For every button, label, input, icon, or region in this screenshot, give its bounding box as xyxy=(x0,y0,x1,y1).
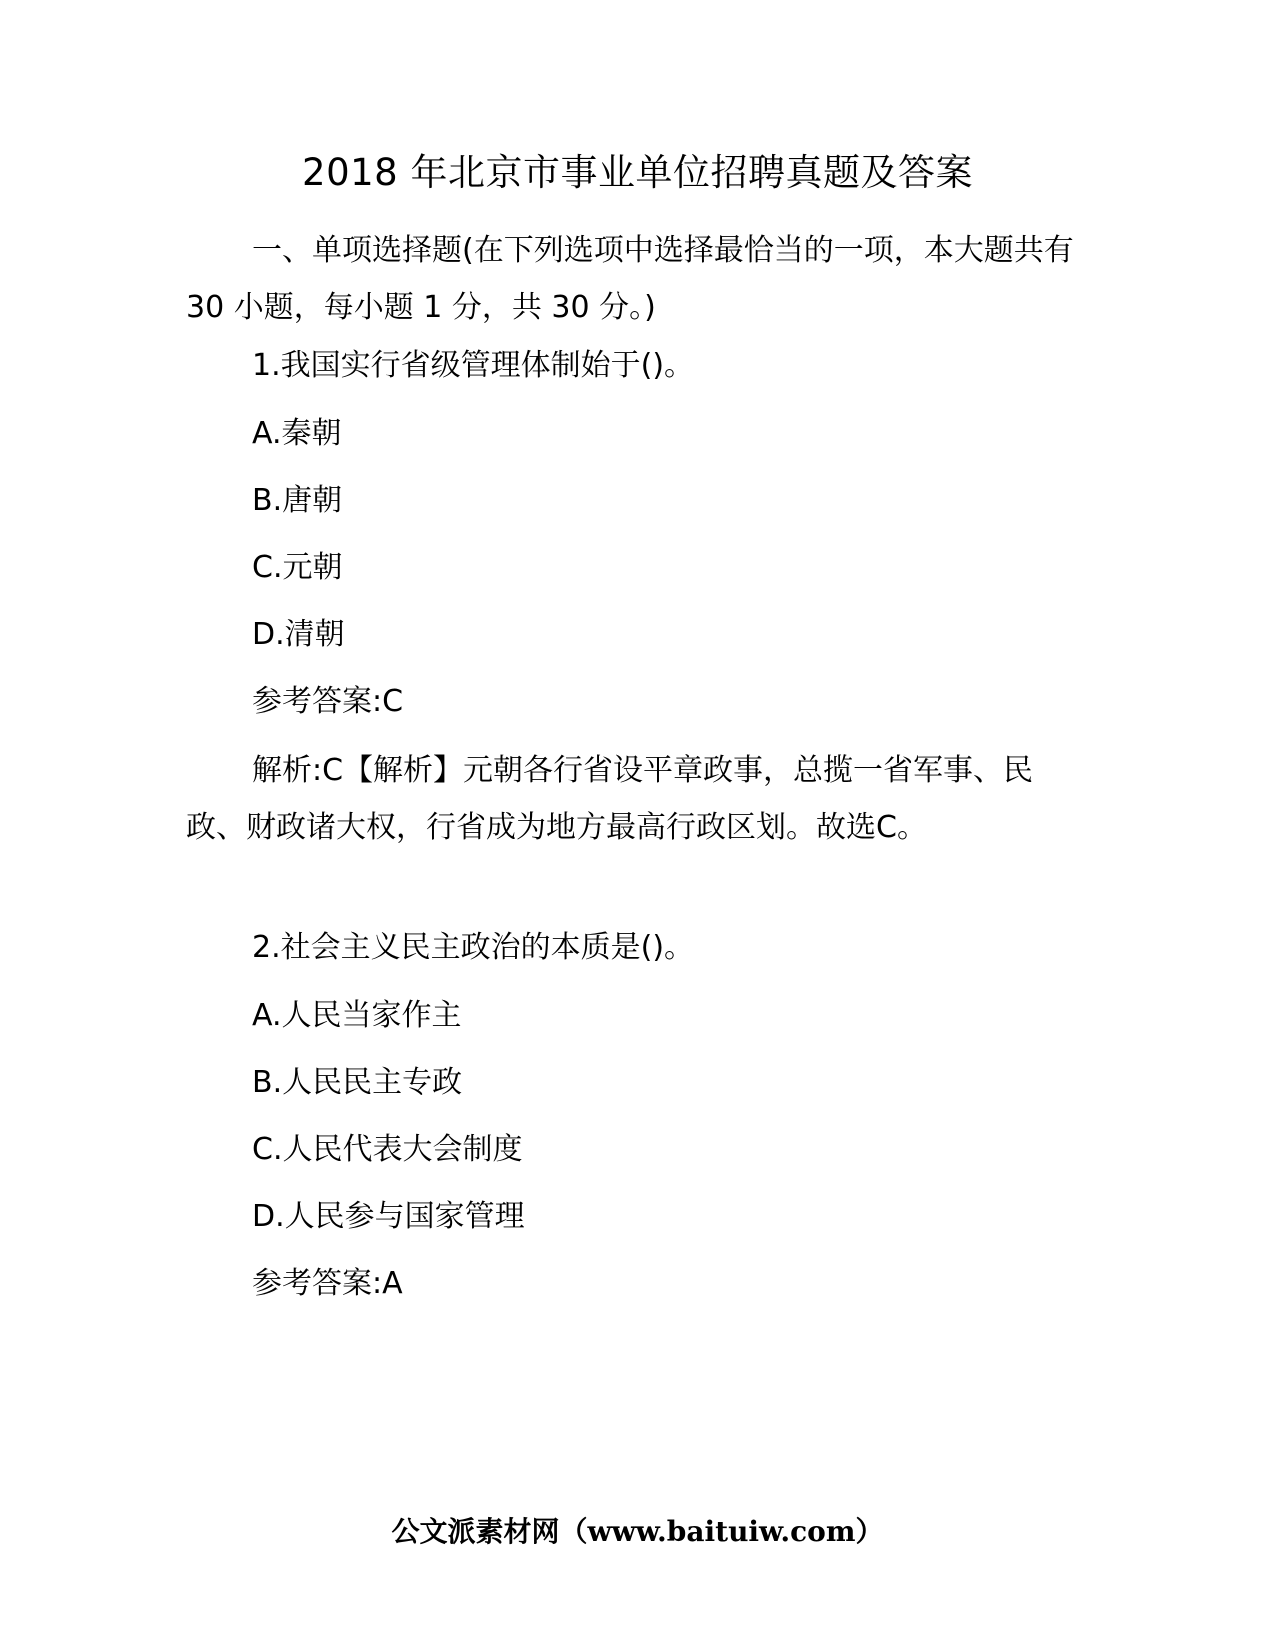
question-2-option-a: A.人民当家作主 xyxy=(252,998,462,1033)
question-1-analysis: 解析:C【解析】元朝各行省设平章政事，总揽一省军事、民政、财政诸大权，行省成为地方最高行政区划。故选C。 xyxy=(186,753,1034,845)
section-intro: 一、单项选择题(在下列选项中选择最恰当的一项，本大题共有 30 小题，每小题 1 分，共 30 分。) xyxy=(186,233,1074,325)
question-2-answer: 参考答案:A xyxy=(252,1266,403,1301)
question-2-stem: 2.社会主义民主政治的本质是()。 xyxy=(252,930,695,965)
question-2-option-b: B.人民民主专政 xyxy=(252,1065,463,1100)
question-2-option-c: C.人民代表大会制度 xyxy=(252,1132,523,1167)
footer-source-link: 公文派素材网（www.baituiw.com） xyxy=(391,1515,884,1548)
question-1-option-c: C.元朝 xyxy=(252,550,343,585)
question-1-stem: 1.我国实行省级管理体制始于()。 xyxy=(252,348,695,383)
question-1-option-d: D.清朝 xyxy=(252,617,345,652)
question-1-option-a: A.秦朝 xyxy=(252,416,342,451)
question-1-answer: 参考答案:C xyxy=(252,684,404,719)
document-title: 2018 年北京市事业单位招聘真题及答案 xyxy=(302,151,973,194)
question-2-option-d: D.人民参与国家管理 xyxy=(252,1199,525,1234)
question-1-option-b: B.唐朝 xyxy=(252,483,343,518)
